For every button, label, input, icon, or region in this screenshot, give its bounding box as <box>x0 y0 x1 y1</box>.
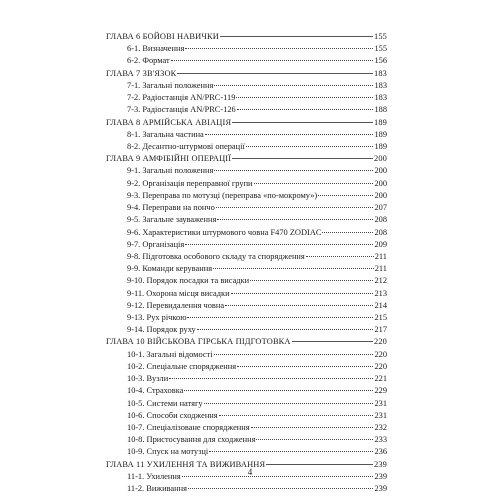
toc-chapter-entry <box>106 117 387 129</box>
toc-entry-page: 232 <box>374 423 387 432</box>
toc-section-entry <box>106 288 387 300</box>
toc-entry-page: 200 <box>374 178 387 188</box>
toc-entry-title: 10-7. Спеціалізоване спорядження <box>127 423 250 432</box>
toc-section-entry <box>106 80 387 92</box>
toc-entry-title: 7-2. Радіостанція AN/PRC-119 <box>127 93 236 103</box>
toc-entry-title: ГЛАВА 7 ЗВ'ЯЗОК <box>106 68 177 78</box>
toc-entry-page: 200 <box>374 190 387 200</box>
toc-section-entry <box>106 324 387 336</box>
dot-leader <box>220 36 373 37</box>
dot-leader <box>251 427 374 428</box>
toc-chapter-entry <box>106 336 387 348</box>
dot-leader <box>177 73 373 74</box>
toc-entry-title: 9-13. Рух річкою <box>127 313 187 323</box>
dot-leader <box>214 170 373 171</box>
toc-entry-title: 6-1. Визначення <box>127 44 185 54</box>
toc-entry-title: 9-14. Порядок руху <box>127 325 196 335</box>
toc-entry-title: ГЛАВА 10 ВІЙСЬКОВА ГІРСЬКА ПІДГОТОВКА <box>106 337 291 347</box>
toc-entry-page: 188 <box>374 105 387 115</box>
toc-section-entry <box>106 312 387 324</box>
dot-leader <box>205 134 374 135</box>
toc-entry-title: ГЛАВА 6 БОЙОВІ НАВИЧКИ <box>106 32 219 41</box>
toc-entry-title: 11-1. Ухилення <box>127 471 181 481</box>
dot-leader <box>188 488 373 489</box>
dot-leader <box>322 232 373 233</box>
toc-entry-title: 9-8. Підготовка особового складу та спорядження <box>127 251 305 261</box>
dot-leader <box>225 305 373 306</box>
dot-leader <box>236 97 373 98</box>
toc-section-entry <box>106 190 387 202</box>
dot-leader <box>292 341 373 342</box>
toc-entry-page: 189 <box>374 129 387 139</box>
toc-section-entry <box>106 385 387 397</box>
dot-leader <box>185 48 373 49</box>
dot-leader <box>318 195 373 196</box>
toc-entry-page: 214 <box>374 300 387 310</box>
dot-leader <box>197 329 374 330</box>
page-number: 4 <box>247 467 253 477</box>
toc-entry-title: 9-10. Порядок посадки та висадки <box>127 276 250 286</box>
dot-leader <box>256 439 373 440</box>
toc-entry-title: 10-3. Вузли <box>127 374 169 384</box>
toc-section-entry <box>106 141 387 153</box>
dot-leader <box>237 366 373 367</box>
dot-leader <box>185 244 373 245</box>
dot-leader <box>231 293 374 294</box>
toc-section-entry <box>106 227 387 239</box>
toc-entry-page: 229 <box>374 386 387 396</box>
toc-section-entry <box>106 263 387 275</box>
dot-leader <box>306 256 374 257</box>
toc-entry-page: 211 <box>374 264 387 274</box>
toc-section-entry <box>106 165 387 177</box>
toc-section-entry <box>106 275 387 287</box>
toc-entry-title: 9-1. Загальні положення <box>127 166 214 176</box>
toc-section-entry <box>106 446 387 458</box>
toc-entry-page: 189 <box>373 117 387 127</box>
toc-section-entry <box>106 202 387 214</box>
toc-section-entry <box>106 361 387 373</box>
toc-entry-page: 239 <box>374 484 387 494</box>
toc-section-entry <box>106 55 387 67</box>
toc-entry-title: ГЛАВА 11 УХИЛЕННЯ ТА ВИЖИВАННЯ <box>106 459 266 469</box>
dot-leader <box>246 146 374 147</box>
toc-section-entry <box>106 300 387 312</box>
toc-entry-page: 217 <box>374 325 387 335</box>
toc-section-entry <box>106 92 387 104</box>
toc-entry-title: 7-3. Радіостанція AN/PRC-126 <box>127 105 236 115</box>
toc-entry-title: 9-11. Охорона місця висадки <box>127 288 230 298</box>
toc-entry-page: 236 <box>374 447 387 457</box>
toc-entry-title: 9-5. Загальне зауваження <box>127 215 217 225</box>
toc-entry-page: 155 <box>374 44 387 54</box>
toc-section-entry <box>106 483 387 495</box>
toc-chapter-entry <box>106 153 387 165</box>
toc-section-entry <box>106 104 387 116</box>
toc-entry-title: 9-4. Переправи на пончо <box>127 203 215 213</box>
toc-entry-page: 220 <box>373 337 387 347</box>
toc-section-entry <box>106 214 387 226</box>
toc-entry-title: 9-6. Характеристики штурмового човна F470 ZODIAC <box>127 227 322 237</box>
toc-entry-page: 220 <box>374 361 387 371</box>
toc-entry-title: 10-2. Спеціальне спорядження <box>127 361 237 371</box>
toc-entry-page: 156 <box>374 56 387 66</box>
toc-entry-title: 10-6. Способи сходження <box>127 410 218 420</box>
toc-entry-page: 200 <box>373 154 387 164</box>
toc-entry-title: 9-9. Команди керування <box>127 264 213 274</box>
toc-entry-page: 239 <box>374 471 387 481</box>
toc-entry-page: 212 <box>374 276 387 286</box>
toc-entry-page: 239 <box>373 459 387 469</box>
toc-entry-title: 8-1. Загальна частина <box>127 129 204 139</box>
dot-leader <box>266 464 373 465</box>
toc-entry-page: 209 <box>374 239 387 249</box>
toc-entry-page: 221 <box>374 374 387 384</box>
dot-leader <box>204 403 374 404</box>
dot-leader <box>237 109 374 110</box>
toc-section-entry <box>106 349 387 361</box>
dot-leader <box>232 158 373 159</box>
toc-section-entry <box>106 434 387 446</box>
toc-entry-title: 10-9. Спуск на мотузці <box>127 447 209 457</box>
toc-entry-page: 207 <box>374 203 387 213</box>
toc-entry-title: 10-5. Системи натягу <box>127 398 203 408</box>
toc-section-entry <box>106 410 387 422</box>
toc-chapter-entry <box>106 68 387 80</box>
toc-entry-page: 233 <box>374 435 387 445</box>
toc-chapter-entry <box>106 31 387 43</box>
dot-leader <box>219 415 374 416</box>
toc-entry-title: 10-8. Пристосування для сходження <box>127 435 256 445</box>
dot-leader <box>214 354 374 355</box>
dot-leader <box>209 451 373 452</box>
toc-section-entry <box>106 373 387 385</box>
toc-entry-title: 9-2. Організація переправної групи <box>127 178 253 188</box>
toc-entry-page: 220 <box>374 349 387 359</box>
toc-entry-page: 208 <box>374 215 387 225</box>
toc-entry-title: 9-3. Переправа по мотузці (переправа «по-мокрому») <box>127 190 318 200</box>
dot-leader <box>232 122 373 123</box>
toc-section-entry <box>106 422 387 434</box>
toc-entry-title: 9-7. Організація <box>127 239 185 249</box>
toc-entry-page: 189 <box>374 141 387 151</box>
toc-section-entry <box>106 251 387 263</box>
toc-entry-page: 183 <box>374 93 387 103</box>
toc-entry-page: 183 <box>373 68 387 78</box>
toc-entry-title: ГЛАВА 8 АРМІЙСЬКА АВІАЦІЯ <box>106 117 232 127</box>
toc-entry-page: 231 <box>374 410 387 420</box>
toc-entry-page: 231 <box>374 398 387 408</box>
toc-entry-title: 9-12. Перевидалення човна <box>127 300 225 310</box>
dot-leader <box>214 85 373 86</box>
toc-entry-page: 183 <box>374 80 387 90</box>
toc-entry-title: 8-2. Десантно-штурмові операції <box>127 141 245 151</box>
toc-entry-title: ГЛАВА 9 АМФІБІЙНІ ОПЕРАЦІЇ <box>106 154 232 164</box>
toc-entry-title: 10-1. Загальні відомості <box>127 349 213 359</box>
dot-leader <box>216 207 374 208</box>
toc-section-entry <box>106 43 387 55</box>
dot-leader <box>169 378 373 379</box>
toc-entry-page: 155 <box>373 32 387 41</box>
table-of-contents <box>106 31 387 495</box>
dot-leader <box>254 183 374 184</box>
toc-entry-title: 7-1. Загальні положення <box>127 80 214 90</box>
toc-entry-page: 200 <box>374 166 387 176</box>
toc-entry-page: 213 <box>374 288 387 298</box>
toc-entry-page: 215 <box>374 313 387 323</box>
dot-leader <box>250 280 373 281</box>
toc-section-entry <box>106 178 387 190</box>
toc-entry-page: 211 <box>374 251 387 261</box>
toc-section-entry <box>106 398 387 410</box>
dot-leader <box>171 60 374 61</box>
toc-entry-title: 6-2. Формат <box>127 56 170 66</box>
toc-entry-title: 10-4. Страховка <box>127 386 184 396</box>
dot-leader <box>187 317 373 318</box>
toc-entry-page: 208 <box>374 227 387 237</box>
toc-section-entry <box>106 129 387 141</box>
dot-leader <box>184 390 373 391</box>
dot-leader <box>213 268 374 269</box>
dot-leader <box>217 219 373 220</box>
toc-section-entry <box>106 239 387 251</box>
toc-entry-title: 11-2. Виживання <box>127 484 187 494</box>
